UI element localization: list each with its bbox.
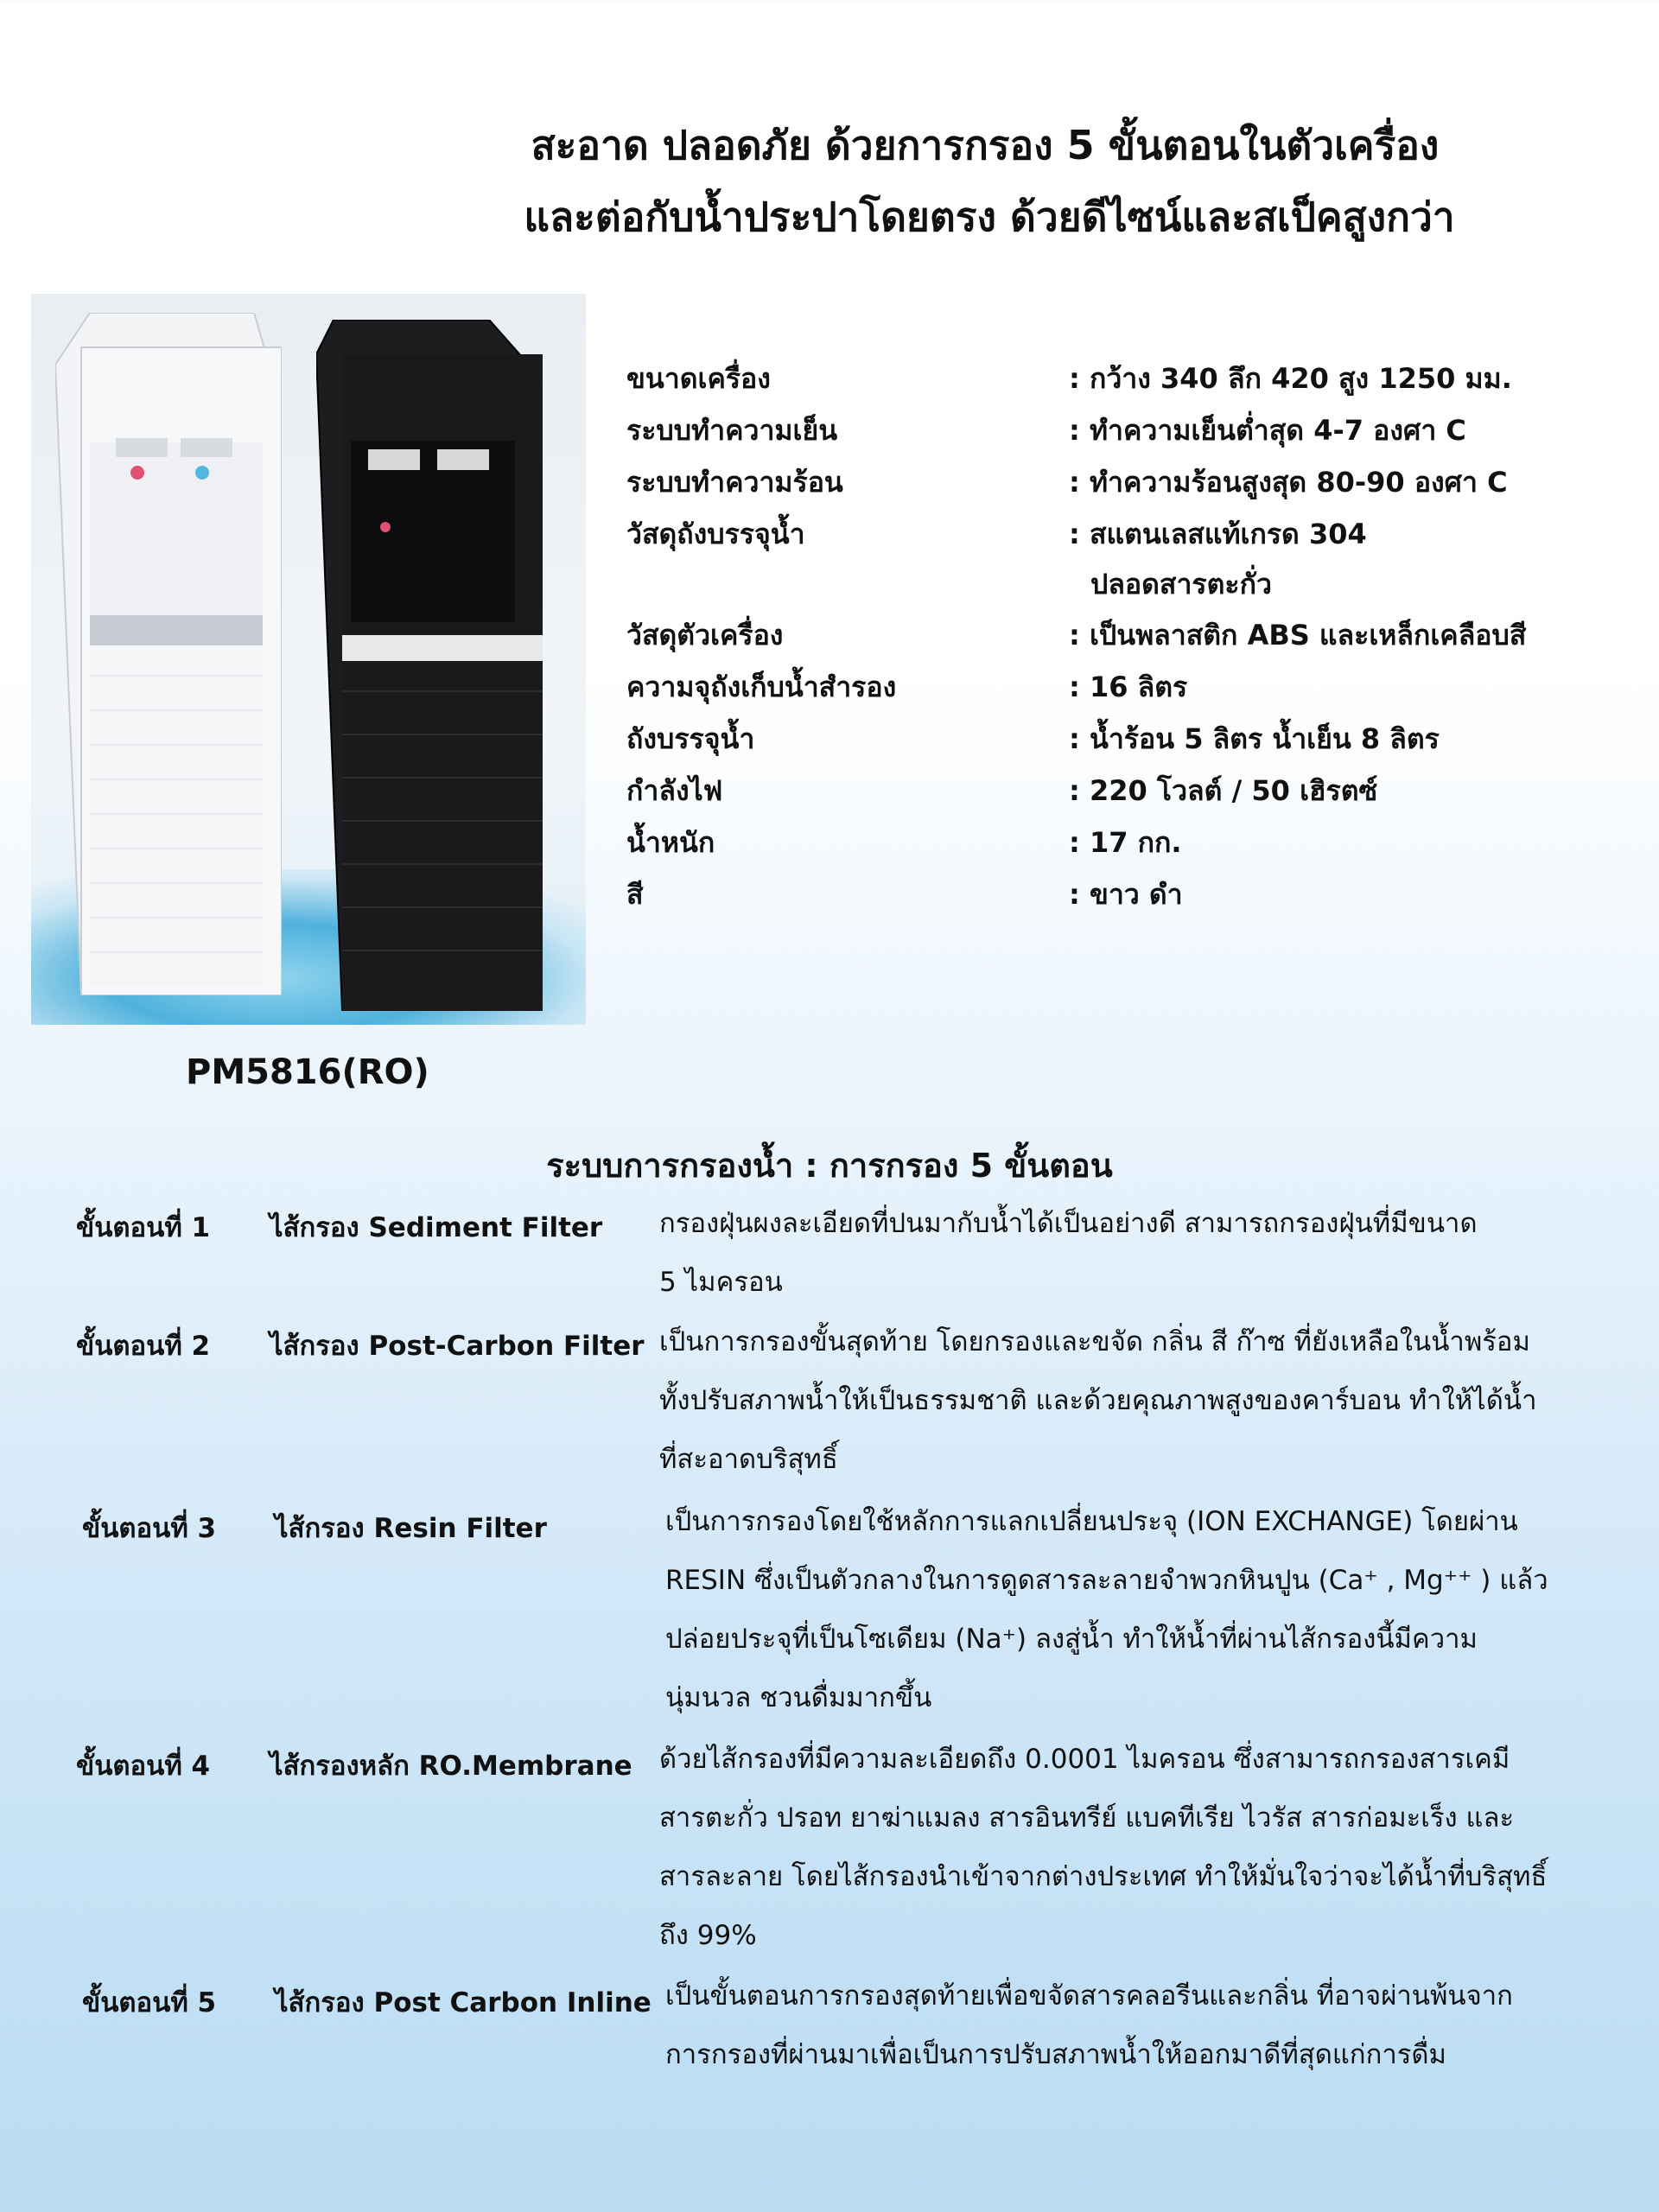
spec-label-size: ขนาดเครื่อง [626, 362, 771, 395]
spec-value-reserve-capacity: : 16 ลิตร [1069, 671, 1188, 703]
step-2-description [659, 1313, 1659, 1489]
step-1-filter: ไส้กรอง Sediment Filter [270, 1212, 603, 1243]
spec-label-power: กำลังไฟ [626, 774, 723, 807]
spec-label-color: สี [626, 878, 644, 911]
spec-value-tank-material: : สแตนเลสแท้เกรด 304 [1069, 518, 1367, 550]
spec-value-power: : 220 โวลต์ / 50 เฮิรตซ์ [1069, 774, 1378, 807]
black-dispenser-image [316, 320, 543, 1011]
step-4-desc-line: สารตะกั่ว ปรอท ยาฆ่าแมลง สารอินทรีย์ แบคทีเรีย ไวรัส สารก่อมะเร็ง และ [659, 1802, 1515, 1834]
spec-label-water-tanks: ถังบรรจุน้ำ [626, 722, 755, 755]
step-2-desc-line: ทั้งปรับสภาพน้ำให้เป็นธรรมชาติ และด้วยคุณภาพสูงของคาร์บอน ทำให้ได้น้ำ [659, 1385, 1537, 1416]
step-2-desc-line: ที่สะอาดบริสุทธิ์ [659, 1444, 838, 1475]
spec-value-body-material: : เป็นพลาสติก ABS และเหล็กเคลือบสี [1069, 619, 1527, 652]
step-3-label: ขั้นตอนที่ 3 [82, 1513, 217, 1544]
step-5-desc-line: เป็นขั้นตอนการกรองสุดท้ายเพื่อขจัดสารคลอรีนและกลิ่น ที่อาจผ่านพ้นจาก [665, 1980, 1513, 2012]
step-4-desc-line: ด้วยไส้กรองที่มีความละเอียดถึง 0.0001 ไมครอน ซึ่งสามารถกรองสารเคมี [659, 1744, 1510, 1775]
step-2-desc-line: เป็นการกรองขั้นสุดท้าย โดยกรองและขจัด กลิ่น สี ก๊าซ ที่ยังเหลือในน้ำพร้อม [659, 1326, 1530, 1357]
spec-label-cooling: ระบบทำความเย็น [626, 414, 838, 447]
step-1-desc-line: กรองฝุ่นผงละเอียดที่ปนมากับน้ำได้เป็นอย่างดี สามารถกรองฝุ่นที่มีขนาด [659, 1208, 1478, 1239]
step-5-desc-line: การกรองที่ผ่านมาเพื่อเป็นการปรับสภาพน้ำให้ออกมาดีที่สุดแก่การดื่ม [665, 2039, 1446, 2070]
spec-label-weight: น้ำหนัก [626, 826, 715, 859]
product-photo [31, 294, 586, 1025]
step-3-desc-line: เป็นการกรองโดยใช้หลักการแลกเปลี่ยนประจุ (ION EXCHANGE) โดยผ่าน [665, 1506, 1518, 1537]
step-1-label: ขั้นตอนที่ 1 [76, 1212, 211, 1243]
white-dispenser-image [55, 313, 282, 995]
step-5-description [665, 1967, 1659, 2084]
spec-label-tank-material: วัสดุถังบรรจุน้ำ [626, 518, 805, 550]
step-4-label: ขั้นตอนที่ 4 [76, 1751, 211, 1782]
spec-label-reserve-capacity: ความจุถังเก็บน้ำสำรอง [626, 671, 897, 703]
step-1-desc-line: 5 ไมครอน [659, 1267, 783, 1298]
step-3-description [665, 1492, 1659, 1727]
spec-value-color: : ขาว ดำ [1069, 878, 1183, 911]
step-5-filter: ไส้กรอง Post Carbon Inline [275, 1987, 652, 2018]
step-3-desc-line: นุ่มนวล ชวนดื่มมากขึ้น [665, 1682, 932, 1713]
filtration-title: ระบบการกรองน้ำ : การกรอง 5 ขั้นตอน [546, 1147, 1113, 1185]
headline-line-1: สะอาด ปลอดภัย ด้วยการกรอง 5 ขั้นตอนในตัวเครื่อง [531, 122, 1440, 168]
step-2-label: ขั้นตอนที่ 2 [76, 1331, 211, 1362]
step-3-desc-line: RESIN ซึ่งเป็นตัวกลางในการดูดสารละลายจำพวกหินปูน (Ca⁺ , Mg⁺⁺ ) แล้ว [665, 1565, 1548, 1596]
step-3-filter: ไส้กรอง Resin Filter [275, 1513, 547, 1544]
step-4-description [659, 1730, 1659, 1965]
spec-label-body-material: วัสดุตัวเครื่อง [626, 619, 784, 652]
spec-value-size: : กว้าง 340 ลึก 420 สูง 1250 มม. [1069, 362, 1512, 395]
spec-value-heating: : ทำความร้อนสูงสุด 80-90 องศา C [1069, 466, 1508, 499]
spec-label-heating: ระบบทำความร้อน [626, 466, 843, 499]
spec-value-tank-material-line2: ปลอดสารตะกั่ว [1090, 568, 1272, 601]
spec-value-water-tanks: : น้ำร้อน 5 ลิตร น้ำเย็น 8 ลิตร [1069, 722, 1440, 755]
step-4-desc-line: ถึง 99% [659, 1920, 757, 1951]
headline-line-2: และต่อกับน้ำประปาโดยตรง ด้วยดีไซน์และสเป็คสูงกว่า [524, 194, 1455, 240]
spec-value-cooling: : ทำความเย็นต่ำสุด 4-7 องศา C [1069, 414, 1466, 447]
step-2-filter: ไส้กรอง Post-Carbon Filter [270, 1331, 645, 1362]
spec-value-weight: : 17 กก. [1069, 826, 1182, 859]
step-1-description [659, 1194, 1659, 1312]
model-number: PM5816(RO) [186, 1052, 429, 1092]
step-4-desc-line: สารละลาย โดยไส้กรองนำเข้าจากต่างประเทศ ทำให้มั่นใจว่าจะได้น้ำที่บริสุทธิ์ [659, 1861, 1548, 1892]
step-4-filter: ไส้กรองหลัก RO.Membrane [270, 1751, 632, 1782]
step-5-label: ขั้นตอนที่ 5 [82, 1987, 217, 2018]
step-3-desc-line: ปล่อยประจุที่เป็นโซเดียม (Na⁺) ลงสู่น้ำ ทำให้น้ำที่ผ่านไส้กรองนี้มีความ [665, 1624, 1478, 1655]
